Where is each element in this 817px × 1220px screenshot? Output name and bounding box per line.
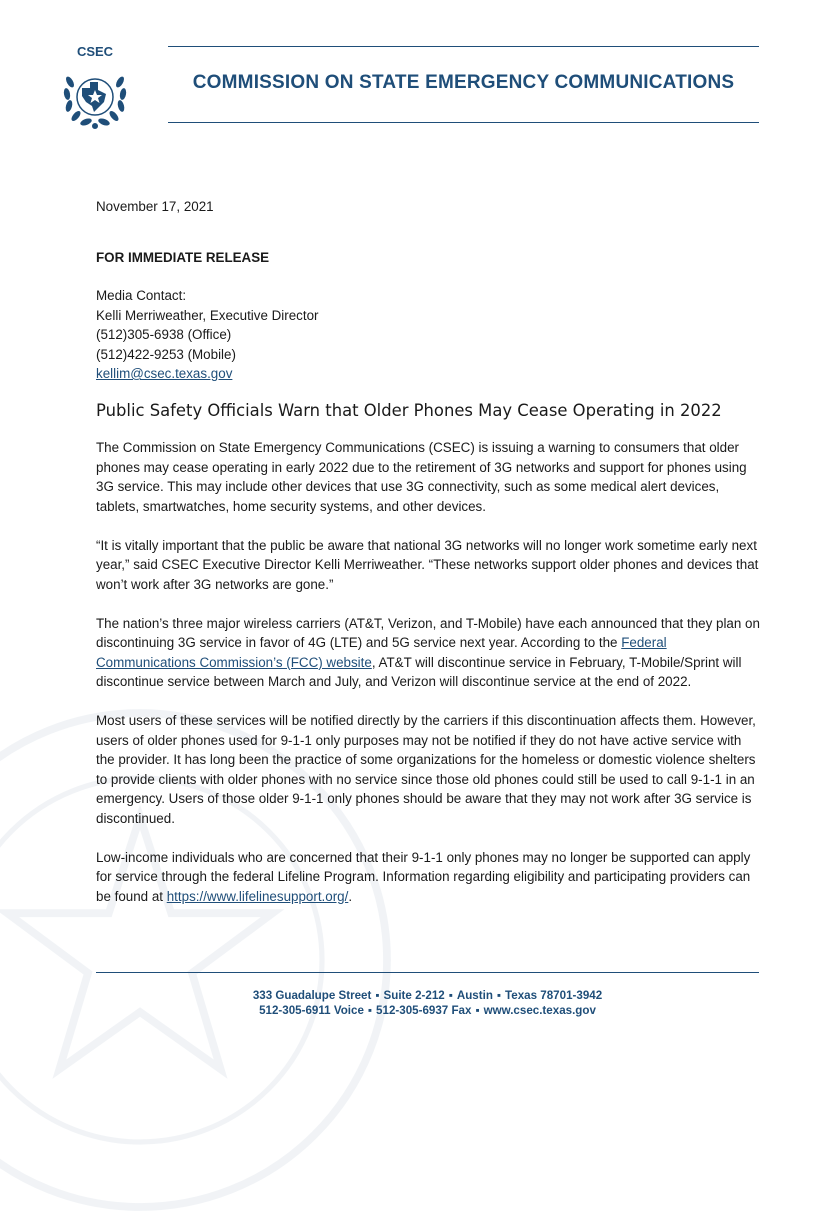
csec-seal-logo xyxy=(60,42,130,132)
contact-name: Kelli Merriweather, Executive Director xyxy=(96,307,319,323)
logo-text: CSEC xyxy=(76,44,114,59)
paragraph-4: Most users of these services will be notified directly by the carriers if this discontinuation affects them. However, users of older phones used for 9-1-1 only purposes may not be notified if they do not have active service with the provider. It has long been the practice of some organizations for the homeless or domestic violence shelters to provide clients with older phones with no service since those old phones could still be used to call 9-1-1 in an emergency. Users of those older 9-1-1 only phones should be aware that they may not work after 3G service is discontinued. xyxy=(96,713,756,826)
paragraph-5-text-end: . xyxy=(348,888,353,904)
release-body xyxy=(96,438,762,926)
fcc-website-link[interactable]: Federal Communications Commission’s (FCC) website xyxy=(96,635,667,670)
footer-suite: Suite 2-212 xyxy=(383,989,445,1002)
organization-title: COMMISSION ON STATE EMERGENCY COMMUNICATIONS xyxy=(192,72,735,93)
paragraph-2: “It is vitally important that the public be aware that national 3G networks will no longer work sometime early next year,” said CSEC Executive Director Kelli Merriweather. “These networks support older phones and devices that won’t work after 3G networks are gone.” xyxy=(96,537,759,592)
media-contact-block xyxy=(96,286,762,384)
footer-street: 333 Guadalupe Street xyxy=(252,989,372,1002)
paragraph-1: The Commission on State Emergency Communications (CSEC) is issuing a warning to consumers that older phones may cease operating in early 2022 due to the retirement of 3G networks and support for phones using 3G service. This may include other devices that use 3G connectivity, such as some medical alert devices, tablets, smartwatches, home security systems, and other devices. xyxy=(96,440,747,514)
header-rule-bottom xyxy=(168,122,759,123)
footer-fax: 512-305-6937 Fax xyxy=(376,1004,472,1017)
paragraph-3-text-start: The nation’s three major wireless carriers (AT&T, Verizon, and T-Mobile) have each announced that they plan on discontinuing 3G service in favor of 4G (LTE) and 5G service next year. According to the xyxy=(96,615,760,650)
footer-state-zip: Texas 78701-3942 xyxy=(505,989,603,1002)
footer-separator: ▪ xyxy=(496,989,502,1002)
footer-city: Austin xyxy=(456,989,493,1002)
footer-separator: ▪ xyxy=(375,989,380,1002)
footer-separator: ▪ xyxy=(448,989,453,1002)
contact-email-link[interactable]: kellim@csec.texas.gov xyxy=(96,366,233,381)
footer-rule xyxy=(96,972,759,973)
footer-address xyxy=(96,989,759,1002)
lifeline-support-link[interactable]: https://www.lifelinesupport.org/ xyxy=(166,888,349,904)
contact-office-phone: (512)305-6938 (Office) xyxy=(96,327,232,342)
press-release-headline: Public Safety Officials Warn that Older Phones May Cease Operating in 2022 xyxy=(96,401,722,420)
paragraph-3-text-end: , AT&T will discontinue service in February, T-Mobile/Sprint will discontinue service between March and July, and Verizon will discontinue service at the end of 2022. xyxy=(96,654,742,689)
contact-label: Media Contact: xyxy=(96,288,187,303)
contact-mobile-phone: (512)422-9253 (Mobile) xyxy=(96,346,236,362)
paragraph-5 xyxy=(96,848,762,907)
release-label: FOR IMMEDIATE RELEASE xyxy=(96,250,270,265)
footer-separator: ▪ xyxy=(367,1004,373,1017)
paragraph-5-text-start: Low-income individuals who are concerned that their 9-1-1 only phones may no longer be supported can apply for service through the federal Lifeline Program. Information regarding eligibility and participating providers can be found at xyxy=(96,849,751,904)
paragraph-3 xyxy=(96,614,762,692)
footer-separator: ▪ xyxy=(475,1004,480,1017)
header-rule-top xyxy=(168,46,759,47)
footer-website: www.csec.texas.gov xyxy=(483,1004,596,1017)
footer-contact xyxy=(96,1004,759,1017)
release-date: November 17, 2021 xyxy=(96,199,214,214)
footer-voice: 512-305-6911 Voice xyxy=(259,1004,364,1017)
